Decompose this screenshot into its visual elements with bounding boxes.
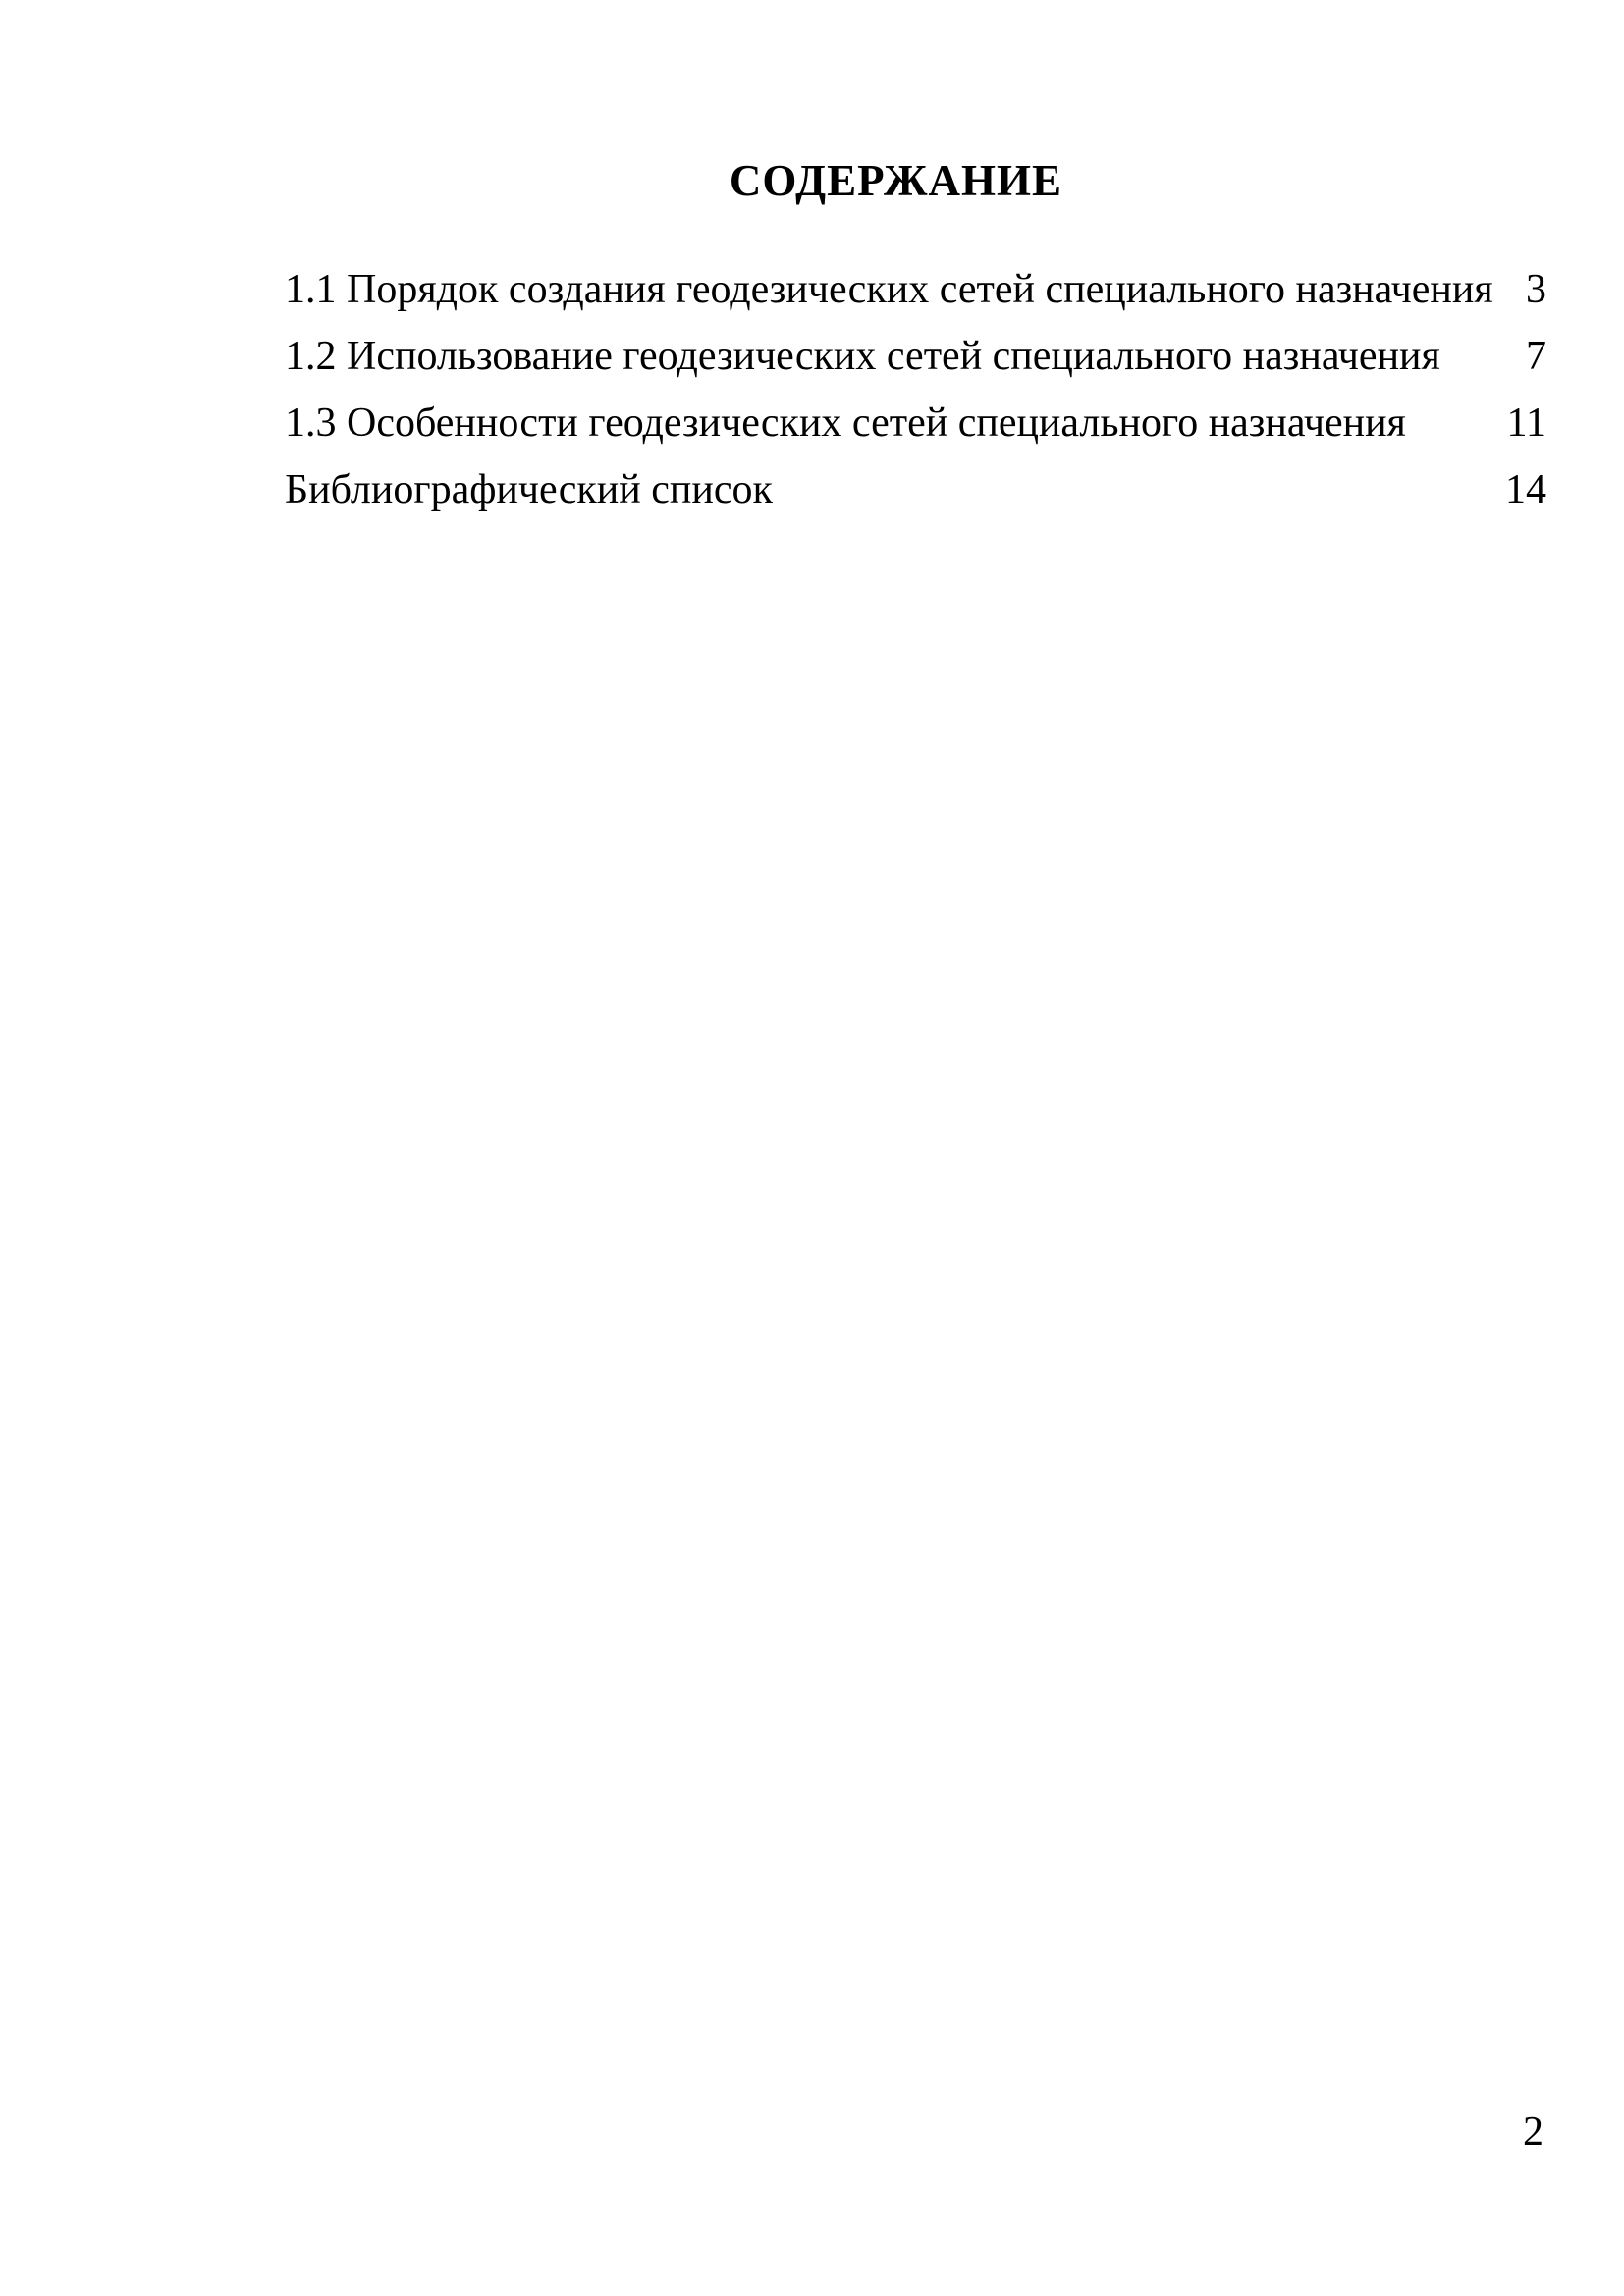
toc-entry-label: 1.2 Использование геодезических сетей специального назначения — [285, 334, 1440, 379]
toc-entry-page-number: 7 — [1526, 334, 1546, 379]
toc-entry — [285, 467, 1546, 534]
page-title: СОДЕРЖАНИЕ — [729, 156, 1063, 205]
toc-entry-page-number: 11 — [1506, 400, 1546, 446]
toc-entry-page-number: 14 — [1505, 467, 1546, 512]
table-of-contents — [285, 267, 1546, 534]
toc-entry — [285, 400, 1546, 467]
toc-entry — [285, 267, 1546, 334]
toc-entry-label: 1.3 Особенности геодезических сетей специального назначения — [285, 400, 1406, 446]
toc-entry-label: 1.1 Порядок создания геодезических сетей специального назначения — [285, 267, 1493, 312]
toc-entry-page-number: 3 — [1526, 267, 1546, 312]
toc-entry — [285, 334, 1546, 400]
footer-page-number: 2 — [1523, 2109, 1543, 2155]
toc-entry-label: Библиографический список — [285, 467, 773, 512]
